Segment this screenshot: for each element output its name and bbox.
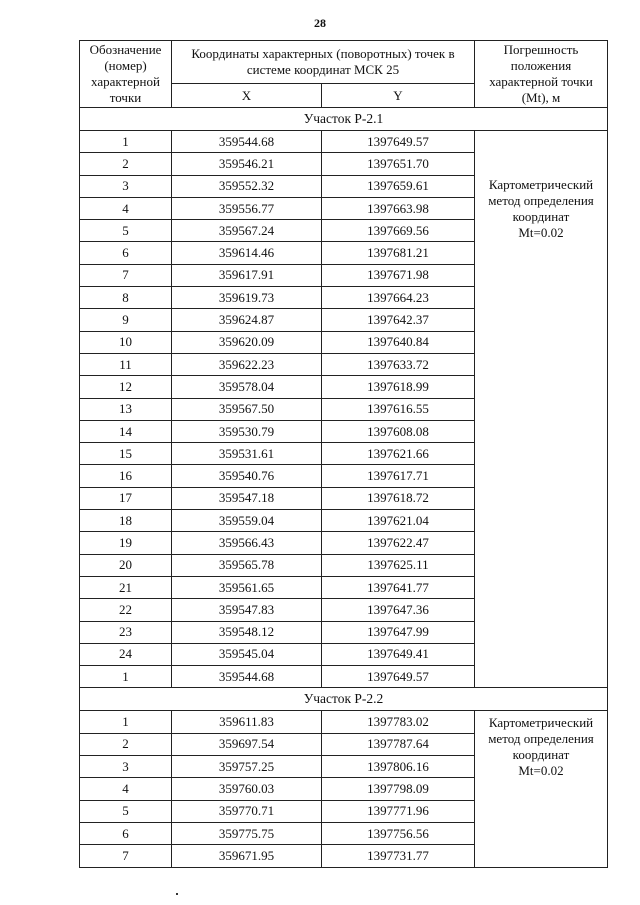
coordinates-table: [79, 40, 608, 868]
point-number: 1: [80, 711, 172, 733]
point-number: 16: [80, 465, 172, 487]
x-coordinate: 359548.12: [172, 621, 322, 643]
y-coordinate: 1397617.71: [322, 465, 475, 487]
x-coordinate: 359545.04: [172, 643, 322, 665]
point-number: 11: [80, 353, 172, 375]
point-number: 24: [80, 643, 172, 665]
x-coordinate: 359546.21: [172, 153, 322, 175]
y-coordinate: 1397641.77: [322, 576, 475, 598]
point-number: 6: [80, 242, 172, 264]
point-number: 3: [80, 756, 172, 778]
y-coordinate: 1397647.36: [322, 599, 475, 621]
x-coordinate: 359567.24: [172, 220, 322, 242]
y-coordinate: 1397783.02: [322, 711, 475, 733]
table-row: [80, 131, 608, 153]
point-number: 8: [80, 287, 172, 309]
accuracy-note-line: метод определения: [488, 731, 594, 747]
point-number: 1: [80, 666, 172, 688]
x-coordinate: 359624.87: [172, 309, 322, 331]
page-number: 28: [314, 16, 326, 30]
y-coordinate: 1397651.70: [322, 153, 475, 175]
y-coordinate: 1397647.99: [322, 621, 475, 643]
accuracy-note-line: Картометрический: [488, 177, 594, 192]
point-number: 2: [80, 153, 172, 175]
x-coordinate: 359775.75: [172, 822, 322, 844]
point-number: 4: [80, 197, 172, 219]
point-number: 9: [80, 309, 172, 331]
point-number: 14: [80, 420, 172, 442]
accuracy-note-line: координат: [512, 209, 570, 224]
y-coordinate: 1397664.23: [322, 287, 475, 309]
y-coordinate: 1397756.56: [322, 822, 475, 844]
y-coordinate: 1397659.61: [322, 175, 475, 197]
y-coordinate: 1397787.64: [322, 733, 475, 755]
table-row: [80, 711, 608, 733]
x-coordinate: 359611.83: [172, 711, 322, 733]
x-coordinate: 359552.32: [172, 175, 322, 197]
y-coordinate: 1397642.37: [322, 309, 475, 331]
y-coordinate: 1397649.57: [322, 666, 475, 688]
y-coordinate: 1397649.57: [322, 131, 475, 153]
y-coordinate: 1397633.72: [322, 353, 475, 375]
point-number: 12: [80, 376, 172, 398]
x-coordinate: 359622.23: [172, 353, 322, 375]
section-row: [80, 688, 608, 711]
x-coordinate: 359544.68: [172, 666, 322, 688]
x-coordinate: 359770.71: [172, 800, 322, 822]
point-number: 20: [80, 554, 172, 576]
y-coordinate: 1397798.09: [322, 778, 475, 800]
y-coordinate: 1397669.56: [322, 220, 475, 242]
section-title: Участок Р-2.2: [80, 688, 608, 711]
x-coordinate: 359547.18: [172, 487, 322, 509]
x-coordinate: 359556.77: [172, 197, 322, 219]
x-coordinate: 359530.79: [172, 420, 322, 442]
y-coordinate: 1397649.41: [322, 643, 475, 665]
x-coordinate: 359531.61: [172, 443, 322, 465]
y-coordinate: 1397618.99: [322, 376, 475, 398]
y-coordinate: 1397616.55: [322, 398, 475, 420]
y-coordinate: 1397608.08: [322, 420, 475, 442]
point-number: 7: [80, 264, 172, 286]
point-number: 6: [80, 822, 172, 844]
x-coordinate: 359614.46: [172, 242, 322, 264]
y-coordinate: 1397663.98: [322, 197, 475, 219]
x-coordinate: 359566.43: [172, 532, 322, 554]
y-header: Y: [322, 84, 475, 108]
point-number: 7: [80, 845, 172, 867]
point-number: 10: [80, 331, 172, 353]
y-coordinate: 1397622.47: [322, 532, 475, 554]
point-number: 3: [80, 175, 172, 197]
x-coordinate: 359757.25: [172, 756, 322, 778]
point-number: 15: [80, 443, 172, 465]
scan-mark: [176, 893, 178, 895]
accuracy-note-line: метод определения: [488, 193, 594, 208]
accuracy-header: Погрешность положения характерной точки (Mt), м: [475, 41, 608, 108]
y-coordinate: 1397771.96: [322, 800, 475, 822]
x-coordinate: 359547.83: [172, 599, 322, 621]
accuracy-note-line: Mt=0.02: [518, 763, 564, 779]
point-number: 1: [80, 131, 172, 153]
point-number: 5: [80, 800, 172, 822]
x-coordinate: 359697.54: [172, 733, 322, 755]
y-coordinate: 1397671.98: [322, 264, 475, 286]
point-number: 2: [80, 733, 172, 755]
point-number: 18: [80, 510, 172, 532]
section-title: Участок Р-2.1: [80, 108, 608, 131]
point-number: 13: [80, 398, 172, 420]
x-header: X: [172, 84, 322, 108]
point-number: 23: [80, 621, 172, 643]
accuracy-note-line: координат: [512, 747, 570, 763]
accuracy-note: [475, 131, 608, 688]
x-coordinate: 359671.95: [172, 845, 322, 867]
x-coordinate: 359544.68: [172, 131, 322, 153]
y-coordinate: 1397806.16: [322, 756, 475, 778]
point-number: 21: [80, 576, 172, 598]
x-coordinate: 359620.09: [172, 331, 322, 353]
designation-header: Обозначение (номер) характерной точки: [80, 41, 172, 108]
x-coordinate: 359617.91: [172, 264, 322, 286]
x-coordinate: 359561.65: [172, 576, 322, 598]
x-coordinate: 359567.50: [172, 398, 322, 420]
x-coordinate: 359760.03: [172, 778, 322, 800]
point-number: 22: [80, 599, 172, 621]
x-coordinate: 359619.73: [172, 287, 322, 309]
x-coordinate: 359578.04: [172, 376, 322, 398]
x-coordinate: 359559.04: [172, 510, 322, 532]
accuracy-note-line: Картометрический: [488, 715, 594, 731]
section-row: [80, 108, 608, 131]
x-coordinate: 359540.76: [172, 465, 322, 487]
point-number: 17: [80, 487, 172, 509]
y-coordinate: 1397681.21: [322, 242, 475, 264]
point-number: 4: [80, 778, 172, 800]
y-coordinate: 1397731.77: [322, 845, 475, 867]
y-coordinate: 1397640.84: [322, 331, 475, 353]
y-coordinate: 1397621.04: [322, 510, 475, 532]
y-coordinate: 1397625.11: [322, 554, 475, 576]
coordinates-header: Координаты характерных (поворотных) точек в системе координат МСК 25: [172, 41, 475, 84]
y-coordinate: 1397618.72: [322, 487, 475, 509]
point-number: 19: [80, 532, 172, 554]
point-number: 5: [80, 220, 172, 242]
y-coordinate: 1397621.66: [322, 443, 475, 465]
accuracy-note: [475, 711, 608, 867]
accuracy-note-line: Mt=0.02: [518, 225, 564, 240]
x-coordinate: 359565.78: [172, 554, 322, 576]
